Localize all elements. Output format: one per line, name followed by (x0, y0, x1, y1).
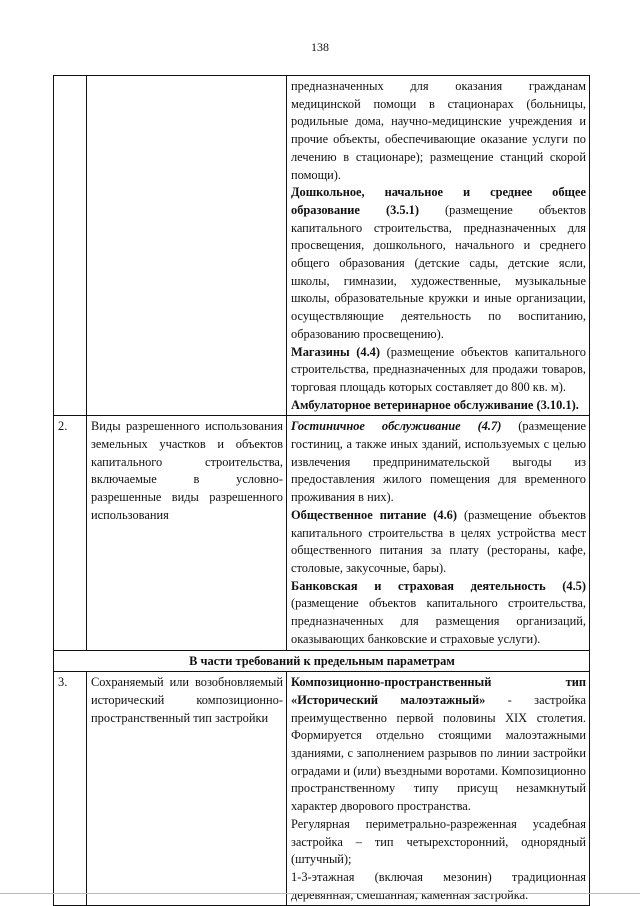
education-heading: Дошкольное, начальное и среднее общее образование (3.5.1) (291, 185, 586, 217)
table-row-continued (54, 76, 590, 416)
paragraph-education (291, 184, 586, 343)
row-label-cell (87, 76, 287, 416)
page-number: 138 (311, 40, 329, 54)
catering-heading: Общественное питание (4.6) (291, 507, 457, 522)
paragraph-banking (291, 578, 586, 649)
banking-text: (размещение объектов капитального строительства, предназначенных для размещения организаций, оказывающих банковские и страховые услуги). (291, 596, 586, 646)
row-label-cell: Виды разрешенного использования земельных участков и объектов капитального строительства, включаемые в условно-разрешенные виды разрешенного использования (87, 416, 287, 650)
page-bottom-rule (0, 893, 640, 894)
banking-heading: Банковская и страховая деятельность (4.5) (291, 578, 586, 593)
historic-type-text: - застройка преимущественно первой половины XIX столетия. Формируется отдельно стоящими малоэтажными зданиями, с заполнением разрывов по линии застройки оградами и (или) въездными воротами. Композиционно пространственному типу присущ незамкнутый характер дворового пространства. (291, 692, 586, 814)
row-content-cell (287, 76, 590, 416)
row-content-cell (287, 672, 590, 906)
paragraph-historic-type (291, 674, 586, 816)
table-row-2 (54, 416, 590, 650)
paragraph-catering (291, 507, 586, 578)
section-title: В части требований к предельным параметрам (54, 650, 590, 672)
historic-type-heading: Композиционно-пространственный тип «Исторический малоэтажный» (291, 675, 586, 707)
shops-text: (размещение объектов капитального строительства, предназначенных для продажи товаров, торговая площадь которых составляет до 800 кв. м). (291, 344, 586, 394)
hotel-text: (размещение гостиниц, а также иных зданий, используемых с целью извлечения предпринимательской выгоды из предоставления жилого помещения для временного проживания в них). (291, 419, 586, 505)
row-label-cell: Сохраняемый или возобновляемый исторический композиционно-пространственный тип застройки (87, 672, 287, 906)
catering-text: (размещение объектов капитального строительства в целях устройства мест общественного питания за плату (рестораны, кафе, столовые, закусочные, бары). (291, 507, 586, 575)
paragraph-veterinary (291, 397, 586, 415)
hotel-heading: Гостиничное обслуживание (4.7) (291, 419, 502, 434)
paragraph-shops (291, 344, 586, 397)
table-row-3 (54, 672, 590, 906)
row-number-cell: 3. (54, 672, 87, 906)
row-content-cell (287, 416, 590, 650)
paragraph-estate-layout: Регулярная периметрально-разреженная усадебная застройка – тип четырехсторонний, однорядный (штучный); (291, 816, 586, 867)
row-number-cell (54, 76, 87, 416)
shops-heading: Магазины (4.4) (291, 344, 380, 359)
regulations-table (53, 75, 590, 906)
paragraph-storeys: 1-3-этажная (включая мезонин) традиционная деревянная, смешанная, каменная застройка. (291, 869, 586, 902)
paragraph-hotel (291, 418, 586, 507)
section-header-row (54, 650, 590, 672)
veterinary-heading: Амбулаторное ветеринарное обслуживание (3.10.1). (291, 397, 579, 412)
row-number-cell: 2. (54, 416, 87, 650)
paragraph-medical: предназначенных для оказания гражданам медицинской помощи в стационарах (больницы, родильные дома, научно-медицинские учреждения и прочие объекты, обеспечивающие оказание услуги по лечению в стационаре); размещение станций скорой помощи). (291, 79, 586, 182)
education-text: (размещение объектов капитального строительства, предназначенных для просвещения, дошкольного, начального и среднего общего образования (детские сады, детские ясли, школы, гимназии, художественные, музыкальные школы, образовательные кружки и иные организации, осуществляющие деятельность по воспитанию, образованию просвещению). (291, 202, 586, 341)
